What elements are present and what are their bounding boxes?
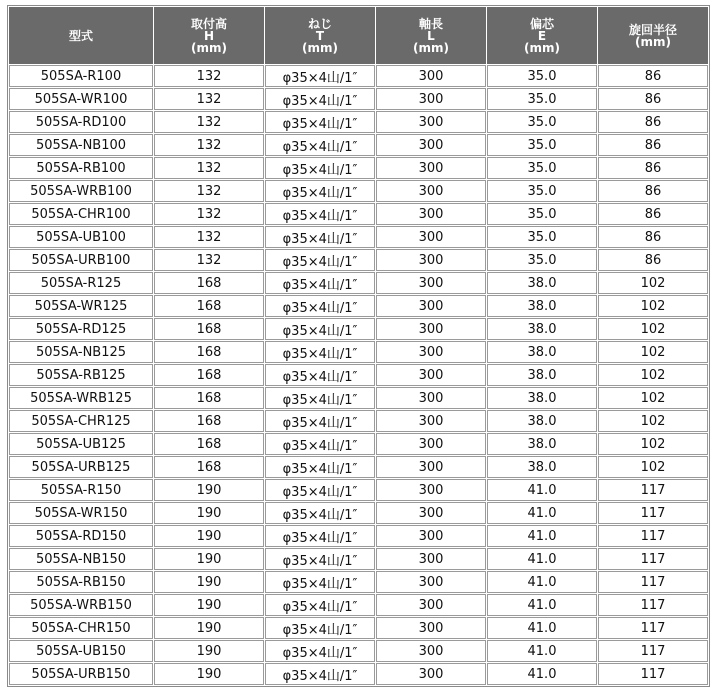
table-row (9, 548, 708, 570)
cell-height: 190 (154, 640, 264, 662)
table-row (9, 341, 708, 363)
cell-height: 168 (154, 318, 264, 340)
cell-shaft-length: 300 (376, 341, 486, 363)
cell-thread: φ35×4山/1″ (265, 663, 375, 685)
cell-model: 505SA-RD125 (9, 318, 153, 340)
cell-thread: φ35×4山/1″ (265, 456, 375, 478)
table-row (9, 226, 708, 248)
cell-model: 505SA-UB150 (9, 640, 153, 662)
header-height-line: 取付高 (190, 16, 227, 31)
cell-thread: φ35×4山/1″ (265, 203, 375, 225)
cell-thread: φ35×4山/1″ (265, 571, 375, 593)
header-height-line: (mm) (191, 40, 227, 55)
header-height-line: H (203, 28, 215, 43)
header-eccentricity (487, 7, 597, 64)
cell-thread: φ35×4山/1″ (265, 594, 375, 616)
cell-eccentricity: 38.0 (487, 456, 597, 478)
table-body (9, 65, 708, 685)
cell-shaft-length: 300 (376, 249, 486, 271)
header-thread-line: (mm) (302, 40, 338, 55)
cell-swing-radius: 102 (598, 456, 708, 478)
cell-shaft-length: 300 (376, 456, 486, 478)
cell-eccentricity: 38.0 (487, 364, 597, 386)
cell-model: 505SA-URB150 (9, 663, 153, 685)
cell-height: 190 (154, 617, 264, 639)
cell-shaft-length: 300 (376, 203, 486, 225)
cell-height: 132 (154, 203, 264, 225)
cell-height: 168 (154, 387, 264, 409)
cell-model: 505SA-RD100 (9, 111, 153, 133)
cell-swing-radius: 102 (598, 318, 708, 340)
table-header-row (9, 7, 708, 64)
cell-swing-radius: 102 (598, 364, 708, 386)
cell-shaft-length: 300 (376, 594, 486, 616)
cell-shaft-length: 300 (376, 433, 486, 455)
cell-thread: φ35×4山/1″ (265, 479, 375, 501)
cell-model: 505SA-URB100 (9, 249, 153, 271)
cell-thread: φ35×4山/1″ (265, 226, 375, 248)
cell-shaft-length: 300 (376, 111, 486, 133)
cell-shaft-length: 300 (376, 364, 486, 386)
spec-table (7, 5, 710, 687)
table-row (9, 203, 708, 225)
cell-shaft-length: 300 (376, 617, 486, 639)
cell-eccentricity: 41.0 (487, 525, 597, 547)
cell-eccentricity: 38.0 (487, 387, 597, 409)
cell-swing-radius: 117 (598, 594, 708, 616)
cell-model: 505SA-RD150 (9, 525, 153, 547)
header-shaft-length (376, 7, 486, 64)
cell-height: 132 (154, 157, 264, 179)
header-thread-line: T (315, 28, 325, 43)
header-eccentricity-line: (mm) (524, 40, 560, 55)
table-row (9, 111, 708, 133)
cell-thread: φ35×4山/1″ (265, 272, 375, 294)
cell-eccentricity: 38.0 (487, 318, 597, 340)
cell-swing-radius: 117 (598, 663, 708, 685)
cell-height: 132 (154, 88, 264, 110)
cell-model: 505SA-R100 (9, 65, 153, 87)
cell-eccentricity: 41.0 (487, 663, 597, 685)
cell-swing-radius: 86 (598, 88, 708, 110)
cell-model: 505SA-WR125 (9, 295, 153, 317)
table-row (9, 594, 708, 616)
cell-shaft-length: 300 (376, 295, 486, 317)
cell-eccentricity: 41.0 (487, 640, 597, 662)
header-shaft-length-line: 軸長 (418, 16, 443, 31)
cell-eccentricity: 41.0 (487, 479, 597, 501)
header-swing-radius-line: (mm) (635, 34, 671, 49)
cell-model: 505SA-R125 (9, 272, 153, 294)
header-model-line: 型式 (68, 28, 93, 43)
table-row (9, 410, 708, 432)
cell-eccentricity: 35.0 (487, 226, 597, 248)
cell-height: 190 (154, 502, 264, 524)
header-model (9, 7, 153, 64)
table-row (9, 640, 708, 662)
cell-model: 505SA-NB100 (9, 134, 153, 156)
cell-height: 132 (154, 134, 264, 156)
table-row (9, 479, 708, 501)
cell-model: 505SA-NB125 (9, 341, 153, 363)
cell-height: 168 (154, 456, 264, 478)
table-row (9, 295, 708, 317)
cell-shaft-length: 300 (376, 571, 486, 593)
table-row (9, 525, 708, 547)
cell-thread: φ35×4山/1″ (265, 640, 375, 662)
cell-eccentricity: 41.0 (487, 594, 597, 616)
cell-eccentricity: 38.0 (487, 341, 597, 363)
cell-model: 505SA-WRB150 (9, 594, 153, 616)
cell-shaft-length: 300 (376, 226, 486, 248)
cell-height: 132 (154, 65, 264, 87)
cell-model: 505SA-UB125 (9, 433, 153, 455)
cell-shaft-length: 300 (376, 65, 486, 87)
cell-thread: φ35×4山/1″ (265, 525, 375, 547)
cell-thread: φ35×4山/1″ (265, 157, 375, 179)
header-shaft-length-line: (mm) (413, 40, 449, 55)
cell-eccentricity: 38.0 (487, 272, 597, 294)
cell-swing-radius: 102 (598, 387, 708, 409)
cell-thread: φ35×4山/1″ (265, 88, 375, 110)
cell-thread: φ35×4山/1″ (265, 180, 375, 202)
cell-eccentricity: 35.0 (487, 203, 597, 225)
table-row (9, 571, 708, 593)
cell-model: 505SA-WRB125 (9, 387, 153, 409)
cell-thread: φ35×4山/1″ (265, 548, 375, 570)
cell-thread: φ35×4山/1″ (265, 433, 375, 455)
table-row (9, 663, 708, 685)
table-row (9, 65, 708, 87)
cell-shaft-length: 300 (376, 157, 486, 179)
cell-swing-radius: 86 (598, 157, 708, 179)
cell-height: 132 (154, 249, 264, 271)
cell-model: 505SA-RB100 (9, 157, 153, 179)
cell-eccentricity: 35.0 (487, 65, 597, 87)
cell-swing-radius: 117 (598, 502, 708, 524)
cell-thread: φ35×4山/1″ (265, 387, 375, 409)
cell-swing-radius: 86 (598, 111, 708, 133)
cell-height: 190 (154, 548, 264, 570)
cell-height: 168 (154, 295, 264, 317)
cell-shaft-length: 300 (376, 663, 486, 685)
cell-eccentricity: 41.0 (487, 502, 597, 524)
cell-swing-radius: 86 (598, 134, 708, 156)
header-swing-radius (598, 7, 708, 64)
cell-swing-radius: 102 (598, 272, 708, 294)
cell-model: 505SA-WR100 (9, 88, 153, 110)
cell-shaft-length: 300 (376, 134, 486, 156)
cell-shaft-length: 300 (376, 640, 486, 662)
table-row (9, 157, 708, 179)
cell-eccentricity: 35.0 (487, 180, 597, 202)
cell-swing-radius: 117 (598, 525, 708, 547)
cell-model: 505SA-WRB100 (9, 180, 153, 202)
cell-swing-radius: 86 (598, 226, 708, 248)
header-thread (265, 7, 375, 64)
cell-height: 190 (154, 571, 264, 593)
cell-swing-radius: 86 (598, 180, 708, 202)
header-height (154, 7, 264, 64)
cell-model: 505SA-CHR125 (9, 410, 153, 432)
cell-eccentricity: 35.0 (487, 249, 597, 271)
cell-swing-radius: 86 (598, 203, 708, 225)
cell-shaft-length: 300 (376, 387, 486, 409)
cell-shaft-length: 300 (376, 180, 486, 202)
table-row (9, 272, 708, 294)
cell-model: 505SA-RB125 (9, 364, 153, 386)
cell-swing-radius: 117 (598, 571, 708, 593)
cell-thread: φ35×4山/1″ (265, 364, 375, 386)
cell-shaft-length: 300 (376, 548, 486, 570)
table-row (9, 88, 708, 110)
cell-shaft-length: 300 (376, 410, 486, 432)
cell-model: 505SA-WR150 (9, 502, 153, 524)
table-row (9, 180, 708, 202)
cell-shaft-length: 300 (376, 88, 486, 110)
cell-swing-radius: 117 (598, 617, 708, 639)
cell-shaft-length: 300 (376, 502, 486, 524)
cell-thread: φ35×4山/1″ (265, 318, 375, 340)
table-row (9, 364, 708, 386)
table-row (9, 249, 708, 271)
cell-swing-radius: 86 (598, 249, 708, 271)
cell-shaft-length: 300 (376, 479, 486, 501)
cell-swing-radius: 102 (598, 295, 708, 317)
cell-eccentricity: 41.0 (487, 571, 597, 593)
cell-model: 505SA-UB100 (9, 226, 153, 248)
cell-height: 190 (154, 525, 264, 547)
cell-height: 168 (154, 341, 264, 363)
table-row (9, 387, 708, 409)
cell-eccentricity: 35.0 (487, 111, 597, 133)
cell-thread: φ35×4山/1″ (265, 295, 375, 317)
cell-height: 132 (154, 180, 264, 202)
cell-eccentricity: 35.0 (487, 157, 597, 179)
cell-eccentricity: 41.0 (487, 617, 597, 639)
cell-height: 168 (154, 410, 264, 432)
cell-swing-radius: 117 (598, 548, 708, 570)
cell-height: 132 (154, 226, 264, 248)
cell-thread: φ35×4山/1″ (265, 617, 375, 639)
header-eccentricity-line: E (537, 28, 547, 43)
cell-shaft-length: 300 (376, 525, 486, 547)
cell-height: 168 (154, 364, 264, 386)
header-shaft-length-line: L (427, 28, 435, 43)
cell-swing-radius: 102 (598, 410, 708, 432)
cell-eccentricity: 35.0 (487, 88, 597, 110)
cell-model: 505SA-CHR100 (9, 203, 153, 225)
header-swing-radius-line: 旋回半径 (628, 22, 677, 37)
cell-swing-radius: 102 (598, 341, 708, 363)
cell-model: 505SA-RB150 (9, 571, 153, 593)
cell-swing-radius: 86 (598, 65, 708, 87)
cell-swing-radius: 117 (598, 479, 708, 501)
table-row (9, 502, 708, 524)
cell-shaft-length: 300 (376, 272, 486, 294)
cell-model: 505SA-URB125 (9, 456, 153, 478)
cell-model: 505SA-R150 (9, 479, 153, 501)
cell-thread: φ35×4山/1″ (265, 134, 375, 156)
cell-thread: φ35×4山/1″ (265, 410, 375, 432)
cell-eccentricity: 41.0 (487, 548, 597, 570)
cell-height: 132 (154, 111, 264, 133)
header-thread-line: ねじ (307, 16, 332, 31)
cell-thread: φ35×4山/1″ (265, 249, 375, 271)
table-row (9, 456, 708, 478)
cell-thread: φ35×4山/1″ (265, 502, 375, 524)
cell-model: 505SA-CHR150 (9, 617, 153, 639)
cell-height: 168 (154, 272, 264, 294)
cell-height: 190 (154, 663, 264, 685)
cell-swing-radius: 102 (598, 433, 708, 455)
cell-thread: φ35×4山/1″ (265, 111, 375, 133)
cell-height: 190 (154, 479, 264, 501)
cell-eccentricity: 38.0 (487, 433, 597, 455)
cell-thread: φ35×4山/1″ (265, 341, 375, 363)
cell-thread: φ35×4山/1″ (265, 65, 375, 87)
cell-eccentricity: 38.0 (487, 295, 597, 317)
table-row (9, 433, 708, 455)
cell-shaft-length: 300 (376, 318, 486, 340)
header-eccentricity-line: 偏芯 (529, 16, 554, 31)
cell-swing-radius: 117 (598, 640, 708, 662)
cell-height: 168 (154, 433, 264, 455)
table-row (9, 318, 708, 340)
table-row (9, 617, 708, 639)
table-row (9, 134, 708, 156)
cell-model: 505SA-NB150 (9, 548, 153, 570)
cell-eccentricity: 35.0 (487, 134, 597, 156)
cell-eccentricity: 38.0 (487, 410, 597, 432)
cell-height: 190 (154, 594, 264, 616)
